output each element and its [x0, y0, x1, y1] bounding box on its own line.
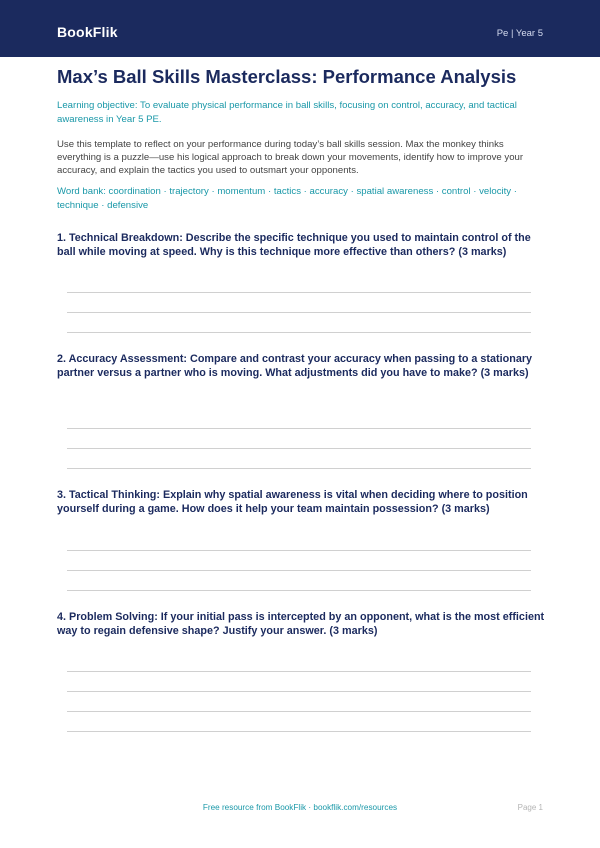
answer-line[interactable] [67, 671, 531, 672]
answer-line[interactable] [67, 570, 531, 571]
answer-line[interactable] [67, 448, 531, 449]
question-2: 2. Accuracy Assessment: Compare and contrast your accuracy when passing to a stationary partner versus a partner who is moving. What adjustments did you have to make? (3 marks) [57, 353, 533, 379]
header-bar [0, 0, 600, 57]
question-1: 1. Technical Breakdown: Describe the specific technique you used to maintain control of the ball while moving at speed. Why is this technique more effective than others? (3 marks) [57, 232, 531, 258]
answer-line[interactable] [67, 731, 531, 732]
answer-line[interactable] [67, 711, 531, 712]
answer-line[interactable] [67, 312, 531, 313]
learning-objective: Learning objective: To evaluate physical performance in ball skills, focusing on control, accuracy, and tactical awareness in Year 5 PE. [57, 100, 517, 125]
question-4: 4. Problem Solving: If your initial pass is intercepted by an opponent, what is the most efficient way to regain defensive shape? Justify your answer. (3 marks) [57, 611, 545, 637]
subject-year-label: Pe | Year 5 [496, 28, 543, 39]
page-title: Max’s Ball Skills Masterclass: Performance Analysis [57, 66, 517, 87]
intro-paragraph: Use this template to reflect on your performance during today’s ball skills session. Max the monkey thinks everything is a puzzle—use his logical approach to break down your movements, identify how to improve your accuracy, and explain the tactics you used to outsmart your opponents. [57, 139, 524, 176]
answer-line[interactable] [67, 691, 531, 692]
answer-line[interactable] [67, 332, 531, 333]
brand-logo[interactable]: BookFlik [57, 24, 118, 40]
answer-line[interactable] [67, 292, 531, 293]
word-bank: Word bank: coordination · trajectory · momentum · tactics · accuracy · spatial awareness · control · velocity · technique · defensive [57, 186, 517, 211]
footer-link[interactable]: Free resource from BookFlik · bookflik.com/resources [202, 803, 398, 812]
page-number: Page 1 [517, 803, 543, 812]
answer-line[interactable] [67, 468, 531, 469]
answer-line[interactable] [67, 590, 531, 591]
answer-line[interactable] [67, 550, 531, 551]
question-3: 3. Tactical Thinking: Explain why spatial awareness is vital when deciding where to position yourself during a game. How does it help your team maintain possession? (3 marks) [57, 489, 528, 515]
answer-line[interactable] [67, 428, 531, 429]
